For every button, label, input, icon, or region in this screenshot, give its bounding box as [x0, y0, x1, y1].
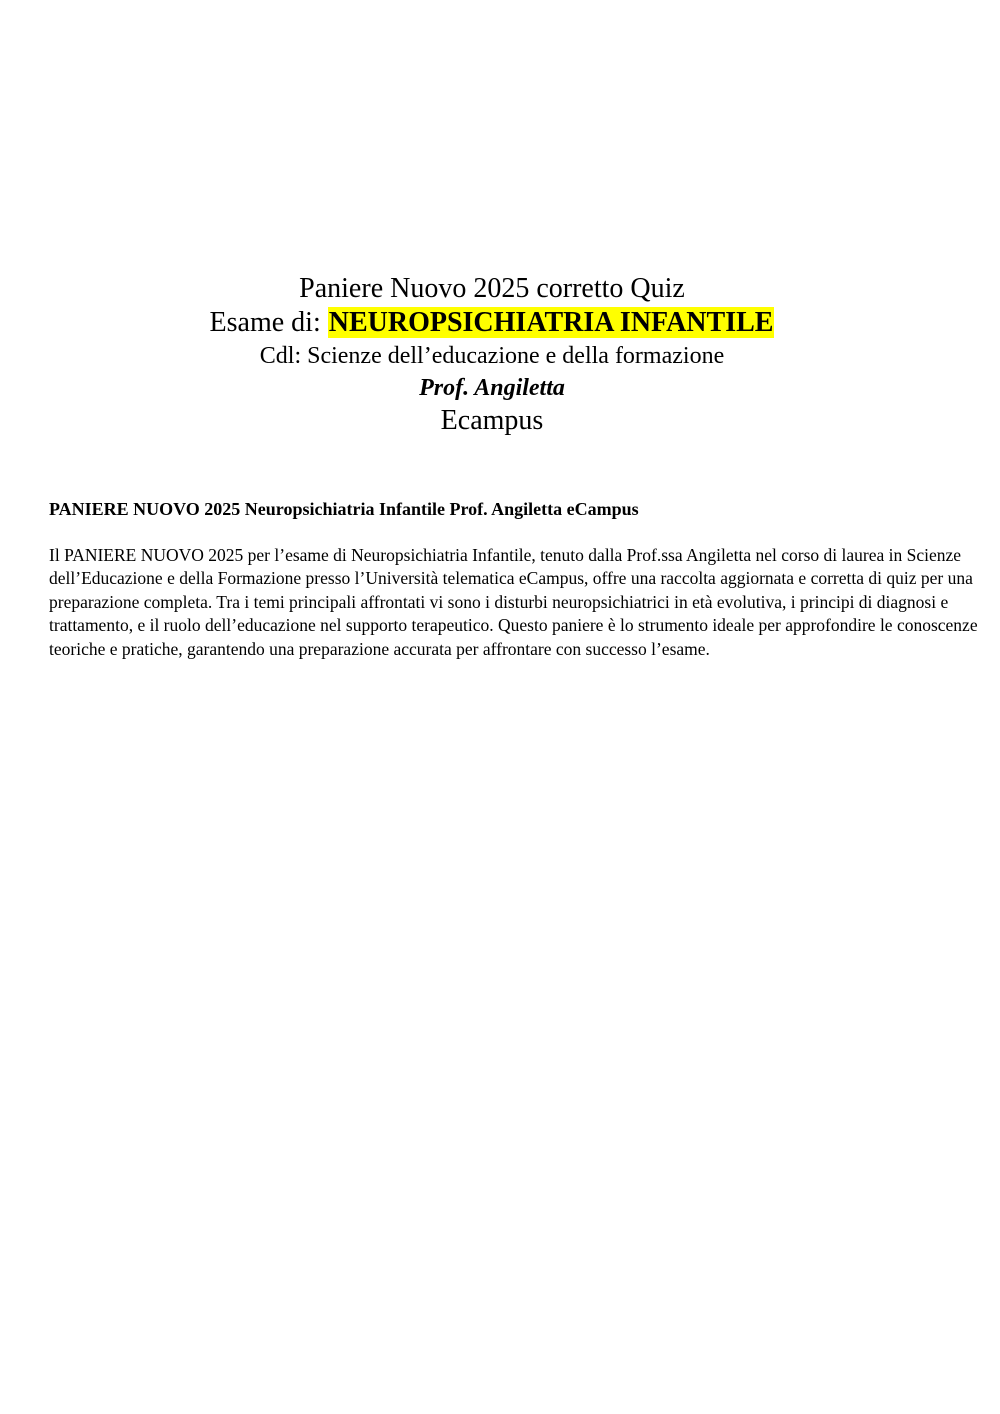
- exam-prefix: Esame di:: [209, 307, 328, 338]
- cover-title-block: [0, 272, 984, 438]
- exam-name-highlight: NEUROPSICHIATRIA INFANTILE: [328, 307, 774, 338]
- university-line: Ecampus: [440, 405, 544, 436]
- exam-line: [0, 306, 984, 340]
- professor-line: Prof. Angiletta: [419, 375, 565, 401]
- section-body: Il PANIERE NUOVO 2025 per l’esame di Neuropsichiatria Infantile, tenuto dalla Prof.ssa Angiletta nel corso di laurea in Scienze dell’Educazione e della Formazione presso l’Università telematica eCampus, offre una raccolta aggiornata e corretta di quiz per una preparazione completa. Tra i temi principali affrontati vi sono i disturbi neuropsichiatrici in età evolutiva, i principi di diagnosi e trattamento, e il ruolo dell’educazione nel supporto terapeutico. Questo paniere è lo strumento ideale per approfondire le conoscenze teoriche e pratiche, garantendo una preparazione accurata per affrontare con successo l’esame.: [49, 545, 978, 659]
- section-heading: PANIERE NUOVO 2025 Neuropsichiatria Infantile Prof. Angiletta eCampus: [49, 499, 639, 519]
- cover-title: Paniere Nuovo 2025 corretto Quiz: [299, 273, 685, 304]
- course-line: Cdl: Scienze dell’educazione e della formazione: [259, 343, 725, 369]
